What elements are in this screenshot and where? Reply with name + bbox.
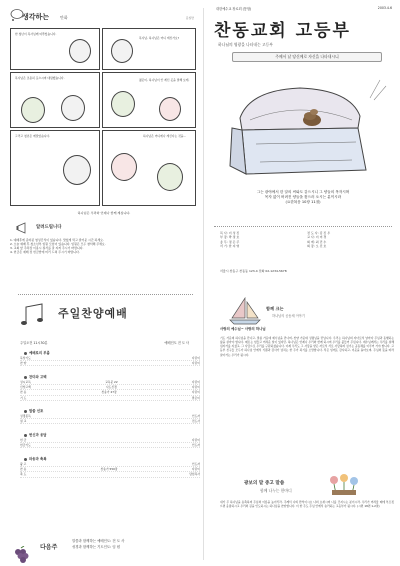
notice-title: 알려드립니다 — [36, 225, 62, 230]
comic-panel-1 — [10, 28, 100, 70]
comic-subtitle: 만화 — [60, 15, 68, 20]
order-row: 성경봉독 인도자 — [20, 414, 200, 418]
worship-banner — [18, 294, 193, 332]
mission-subheading: 함께 나누는 한마디 — [260, 488, 292, 493]
newsletter-slogan: 하나님의 영광을 나타내는 고등부 — [218, 42, 273, 47]
treasure-chest-icon — [220, 70, 390, 190]
denomination: 대한예수교 장로회 (통합) — [216, 7, 252, 11]
verse-reference: (요한복음 10장 11절) — [285, 200, 321, 205]
staff-entry: 전 도 사: 김 진 우 — [307, 231, 331, 235]
character-face — [69, 39, 91, 63]
order-row: 찬 송 찬송가 27장 다같이 — [20, 390, 200, 395]
worship-order-section — [8, 294, 198, 562]
comic-panel-1-text: 한 청년이 목사님께 여쭈었습니다. — [15, 32, 57, 36]
section-heading: 찬미와 고백 — [29, 375, 47, 379]
sailboat-icon — [228, 296, 262, 326]
bullet-icon — [24, 434, 27, 437]
comic-panel-5-text: 그리고 청년은 깨달았습니다. — [15, 134, 51, 138]
bullet-icon — [24, 458, 27, 461]
worship-title: 주일찬양예배 — [58, 307, 128, 320]
comic-section — [8, 6, 198, 218]
megaphone-icon — [16, 222, 32, 234]
worship-section-sending — [20, 456, 200, 478]
bullet-icon — [24, 376, 27, 379]
comic-panel-2 — [102, 28, 196, 70]
worship-section-praise — [20, 374, 200, 401]
character-face — [21, 97, 45, 123]
comic-panel-6 — [102, 130, 196, 206]
worship-meta — [20, 340, 195, 345]
comic-title: 생각하는 — [22, 12, 50, 21]
order-row: 신앙고백 사도신경 다같이 — [20, 385, 200, 390]
comic-panel-3 — [10, 72, 100, 128]
music-notes-icon — [20, 301, 50, 329]
worship-time: 주일오전 11시30분 — [20, 341, 48, 345]
staff-grid — [220, 231, 388, 248]
order-row: 설 교 전도사 — [20, 419, 200, 424]
worship-section-word — [20, 408, 200, 424]
order-row: 찬 송 찬송가 550장 다같이 — [20, 467, 200, 472]
staff-entry: 교 사: 이 미 경 — [307, 235, 327, 240]
staff-entry: 총 무: 정 은 주 — [220, 239, 240, 244]
character-face — [111, 153, 137, 181]
notice-item: 1. 예배후에 준비된 영성간식이 있습니다. 맛있게 먹고 즐거운 시간 되세요. — [10, 238, 104, 242]
staff-entry: 서 기: 한 지 영 — [220, 243, 240, 248]
comic-header — [8, 6, 198, 28]
issue-date: 2003.4.6 — [377, 6, 392, 10]
section-heading: 말씀 선포 — [29, 409, 44, 413]
order-row: 찬 양 다같이 — [20, 361, 200, 366]
mission-body: 내가 주 하나님을 송축하며 주님의 이름을 높이리라. 주께서 나의 반석이시요 나의 요새시며 나를 건지시는 분이시라. 우리가 어려울 때에 부르짖으면 응답하시고 우리의 길을 인도하시는 하나님을 찬양합니다. 이 한 주도 주님 안에서 승리하는 고등부가 됩시다. (시편 18편 1-2절) — [220, 500, 394, 509]
verse-line: 그는 광야에서 한 알의 씨와도 같으시니 그 양들의 목자시며 — [256, 190, 350, 194]
theme-banner-text: 주께서 날 당신께로 자신을 나타내시니 — [275, 54, 339, 59]
order-row: 헌금기도 인도자 — [20, 443, 200, 448]
verse-line: 목자 없이 버려진 양들을 찾으러 오시는 분이시라 — [264, 195, 342, 200]
staff-entry: 회 장: 오 진 호 — [307, 243, 327, 248]
worship-section-offering — [20, 432, 200, 448]
comic-caption: 하나님은 우리와 언제나 함께 계십니다. — [77, 211, 131, 215]
article-body: 기도 가운데 하나님을 만나고, 말씀 가운데 예수님을 만나며, 찬양 가운데 성령님을 만납니다. 우리는 하나님의 자녀로서 날마다 주님과 동행하는 삶을 살아야 합니다. 때로는 힘들고 어려운 일이 있지만, 하나님은 언제나 우리와 함께 하시며 우리를 붙들어 주십니다. 예수님께서는 우리를 위해 십자가를 지셨고, 그 사랑으로 우리를 구원하셨습니다. 이제 우리도 그 사랑을 받은 자로서 서로 사랑하며 섬기는 공동체를 이루어 가야 합니다. 고등부 친구들 모두가 하나님 안에서 기쁨과 감사가 넘치는 한 주가 되기를 소망합니다. 작은 일에도 감사하고, 이웃을 돌아보며, 주님의 뜻을 따라 살아가는 우리가 됩시다. — [220, 336, 394, 357]
grapes-icon — [12, 546, 34, 564]
section-heading: 헌신과 응답 — [29, 433, 47, 437]
worship-section-call — [20, 350, 200, 366]
order-row: 성시교독 교독문 22 다같이 — [20, 380, 200, 384]
character-face — [111, 91, 135, 117]
column-article — [214, 294, 396, 464]
notice-section — [8, 222, 198, 290]
next-week-lines — [72, 538, 124, 550]
staff-directory — [214, 226, 392, 286]
next-week-line: 말씀과 함께하는 예배인도: 전 도 사 — [72, 539, 125, 543]
order-row: 헌 금 다같이 — [20, 438, 200, 442]
mission-section — [214, 470, 396, 562]
mission-heading: 광보의 말 중고 말씀 — [244, 481, 285, 486]
character-face — [63, 155, 91, 185]
next-week-line: 성경과 함께하는 기도인도: 임 원 — [72, 545, 121, 549]
newsletter-title: 찬동교회 고등부 — [214, 21, 351, 41]
order-row: 묵상기도 다같이 — [20, 356, 200, 360]
comic-panel-5 — [10, 130, 100, 206]
church-address: 서울시 찬동구 찬동동 123-4 전화 02-1234-5678 — [220, 269, 287, 273]
article-heading: 함께 크는 — [266, 306, 284, 311]
comic-panel-4 — [102, 72, 196, 128]
column-divider — [203, 8, 204, 560]
section-heading: 파송과 축복 — [29, 457, 47, 461]
comic-panel-2-text: 목사님, 하나님은 어디 계신가요? — [139, 36, 180, 40]
article-subheading: 하나님의 공동체 이야기 — [272, 314, 305, 318]
theme-banner — [232, 52, 382, 62]
worship-leader: 예배인도 전 도 사 — [164, 341, 189, 345]
order-row: 축 도 담임목사 — [20, 472, 200, 477]
character-face — [61, 95, 85, 121]
treasure-chest-illustration — [220, 70, 390, 190]
staff-entry: 목 사: 이 성 진 — [220, 231, 240, 235]
comic-credit: 문일반 — [185, 16, 194, 20]
comic-panel-4-text: 젊은이, 하나님이 안 계신 곳을 말해 보게. — [139, 78, 190, 82]
masthead — [208, 4, 396, 66]
notice-item: 3. 교회 앞 주차장 이용시 질서를 잘 지켜 주시기 바랍니다. — [10, 246, 84, 251]
comic-panel-6-text: 하나님은 어디에나 계신다는 것을... — [143, 134, 187, 138]
character-face — [111, 39, 133, 63]
scripture-verse — [214, 190, 392, 220]
comic-panel-3-text: 목사님은 조용히 웃으시며 대답했습니다. — [15, 76, 65, 80]
order-row: 기 도 맡은이 — [20, 395, 200, 400]
notice-item: 2. 오늘 예배 후 청소년부 임원 모임이 있습니다. 임원은 모두 참석해 주세요. — [10, 242, 106, 247]
character-face — [157, 163, 183, 191]
notice-list — [10, 238, 196, 254]
bullet-icon — [24, 352, 27, 355]
bullet-icon — [24, 410, 27, 413]
staff-entry: 회 계: 최 민 수 — [307, 239, 327, 244]
article-title: 사랑의 예수님~ 사랑의 하나님 — [220, 327, 266, 331]
flowers-icon — [326, 472, 366, 496]
character-face — [159, 97, 181, 121]
order-row: 광 고 인도자 — [20, 462, 200, 466]
staff-entry: 부 장: 박 정 호 — [220, 235, 240, 240]
next-week-label: 다음주 — [40, 544, 58, 551]
notice-item: 4. 헌금은 예배 전 헌금함에 미리 드려 주시기 바랍니다. — [10, 250, 80, 255]
section-heading: 예배로의 부름 — [29, 351, 50, 355]
